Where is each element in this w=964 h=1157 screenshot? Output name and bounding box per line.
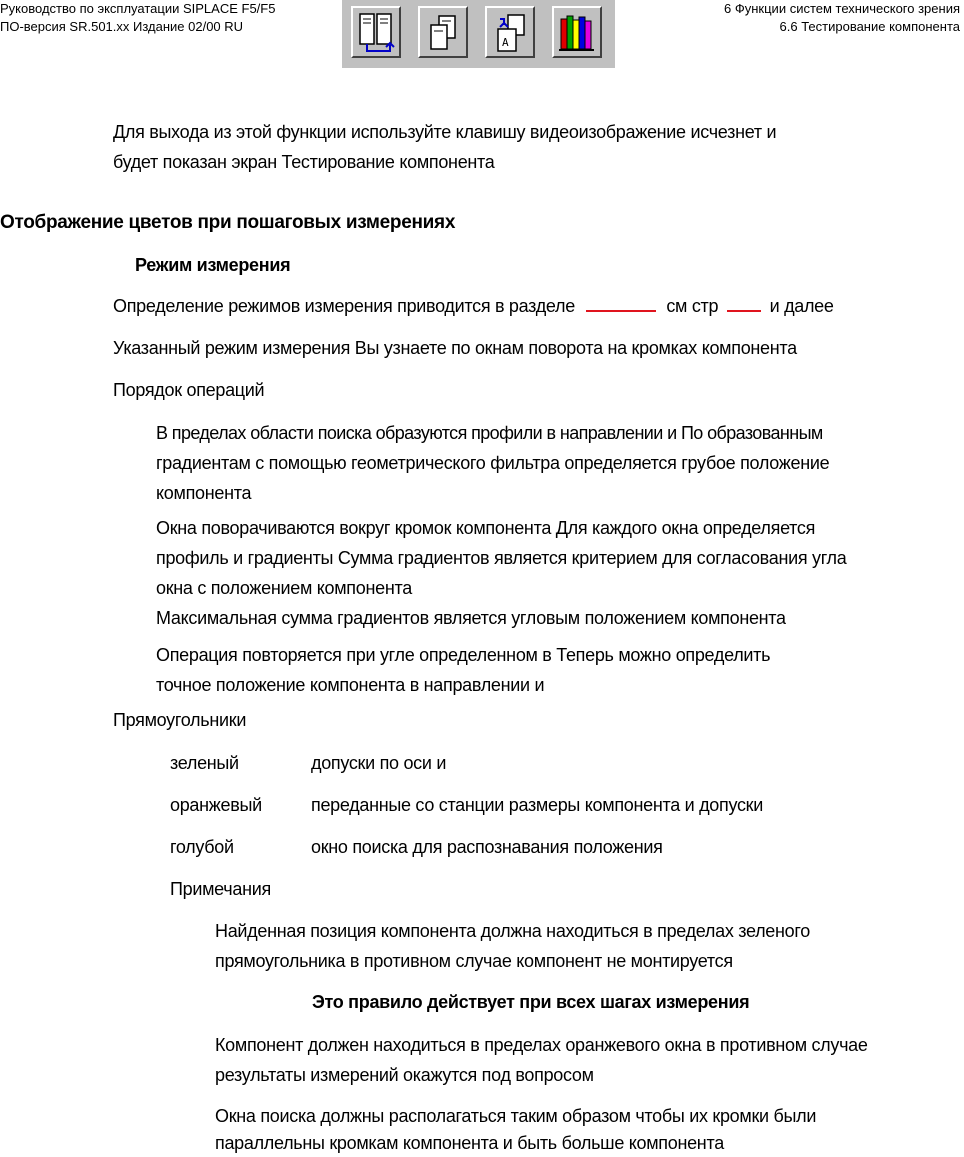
note-3-line-2: параллельны кромкам компонента и быть больше компонента	[215, 1133, 724, 1153]
definition-line	[113, 291, 834, 321]
header-manual-title: Руководство по эксплуатации SIPLACE F5/F5	[0, 1, 276, 16]
order-heading: Порядок операций	[113, 380, 265, 400]
and-further-label: и далее	[769, 296, 834, 316]
copy-pages-button[interactable]	[418, 6, 468, 58]
rect-color-blue: голубой	[170, 837, 234, 857]
step-4-line-2: точное положение компонента в направлении и	[156, 675, 545, 695]
bookshelf-icon	[557, 11, 597, 55]
rect-color-orange: оранжевый	[170, 795, 262, 815]
notes-heading: Примечания	[170, 879, 271, 899]
step-2-line-2: профиль и градиенты Сумма градиентов является критерием для согласования угла	[156, 548, 847, 568]
swap-document-button[interactable]	[485, 6, 535, 58]
step-2-line-3: окна с положением компонента	[156, 578, 412, 598]
intro-line-2: будет показан экран Тестирование компонента	[113, 152, 495, 172]
page-label: см стр	[666, 296, 719, 316]
definition-text: Определение режимов измерения приводится в разделе	[113, 296, 575, 316]
header-section: 6.6 Тестирование компонента	[779, 19, 960, 34]
note-3-line-1: Окна поиска должны располагаться таким образом чтобы их кромки были	[215, 1106, 817, 1126]
step-1-line-3: компонента	[156, 483, 252, 503]
section-subtitle: Режим измерения	[135, 255, 291, 275]
step-3: Максимальная сумма градиентов является угловым положением компонента	[156, 608, 786, 628]
recognize-mode: Указанный режим измерения Вы узнаете по окнам поворота на кромках компонента	[113, 338, 797, 358]
note-2-line-1: Компонент должен находиться в пределах оранжевого окна в противном случае	[215, 1035, 868, 1055]
grid-frames-button[interactable]	[351, 6, 401, 58]
svg-text:A: A	[502, 36, 509, 49]
step-4-line-1: Операция повторяется при угле определенном в Теперь можно определить	[156, 645, 771, 665]
rect-desc-blue: окно поиска для распознавания положения	[311, 837, 663, 857]
rectangles-heading: Прямоугольники	[113, 710, 247, 730]
header-version: ПО-версия SR.501.xx Издание 02/00 RU	[0, 19, 244, 34]
navigation-toolbar	[342, 0, 615, 68]
step-1-line-2: градиентам с помощью геометрического фильтра определяется грубое положение	[156, 453, 830, 473]
header-chapter: 6 Функции систем технического зрения	[724, 1, 960, 16]
swap-document-icon	[490, 11, 530, 55]
step-2-line-1: Окна поворачиваются вокруг кромок компонента Для каждого окна определяется	[156, 518, 816, 538]
bookshelf-button[interactable]	[552, 6, 602, 58]
note-1-line-1: Найденная позиция компонента должна находиться в пределах зеленого	[215, 921, 810, 941]
note-2-line-2: результаты измерений окажутся под вопросом	[215, 1065, 594, 1085]
rect-desc-orange: переданные со станции размеры компонента и допуски	[311, 795, 763, 815]
section-reference-link[interactable]	[586, 309, 656, 312]
note-rule: Это правило действует при всех шагах измерения	[312, 992, 750, 1012]
step-1-line-1: В пределах области поиска образуются профили в направлении и По образованным	[156, 423, 823, 443]
intro-line-1: Для выхода из этой функции используйте клавишу видеоизображение исчезнет и	[113, 122, 777, 142]
rect-desc-green: допуски по оси и	[311, 753, 447, 773]
section-title: Отображение цветов при пошаговых измерениях	[0, 212, 456, 233]
grid-frames-icon	[356, 11, 396, 55]
page-reference-link[interactable]	[727, 309, 761, 312]
note-1-line-2: прямоугольника в противном случае компонент не монтируется	[215, 951, 733, 971]
rect-color-green: зеленый	[170, 753, 239, 773]
copy-pages-icon	[423, 11, 463, 55]
